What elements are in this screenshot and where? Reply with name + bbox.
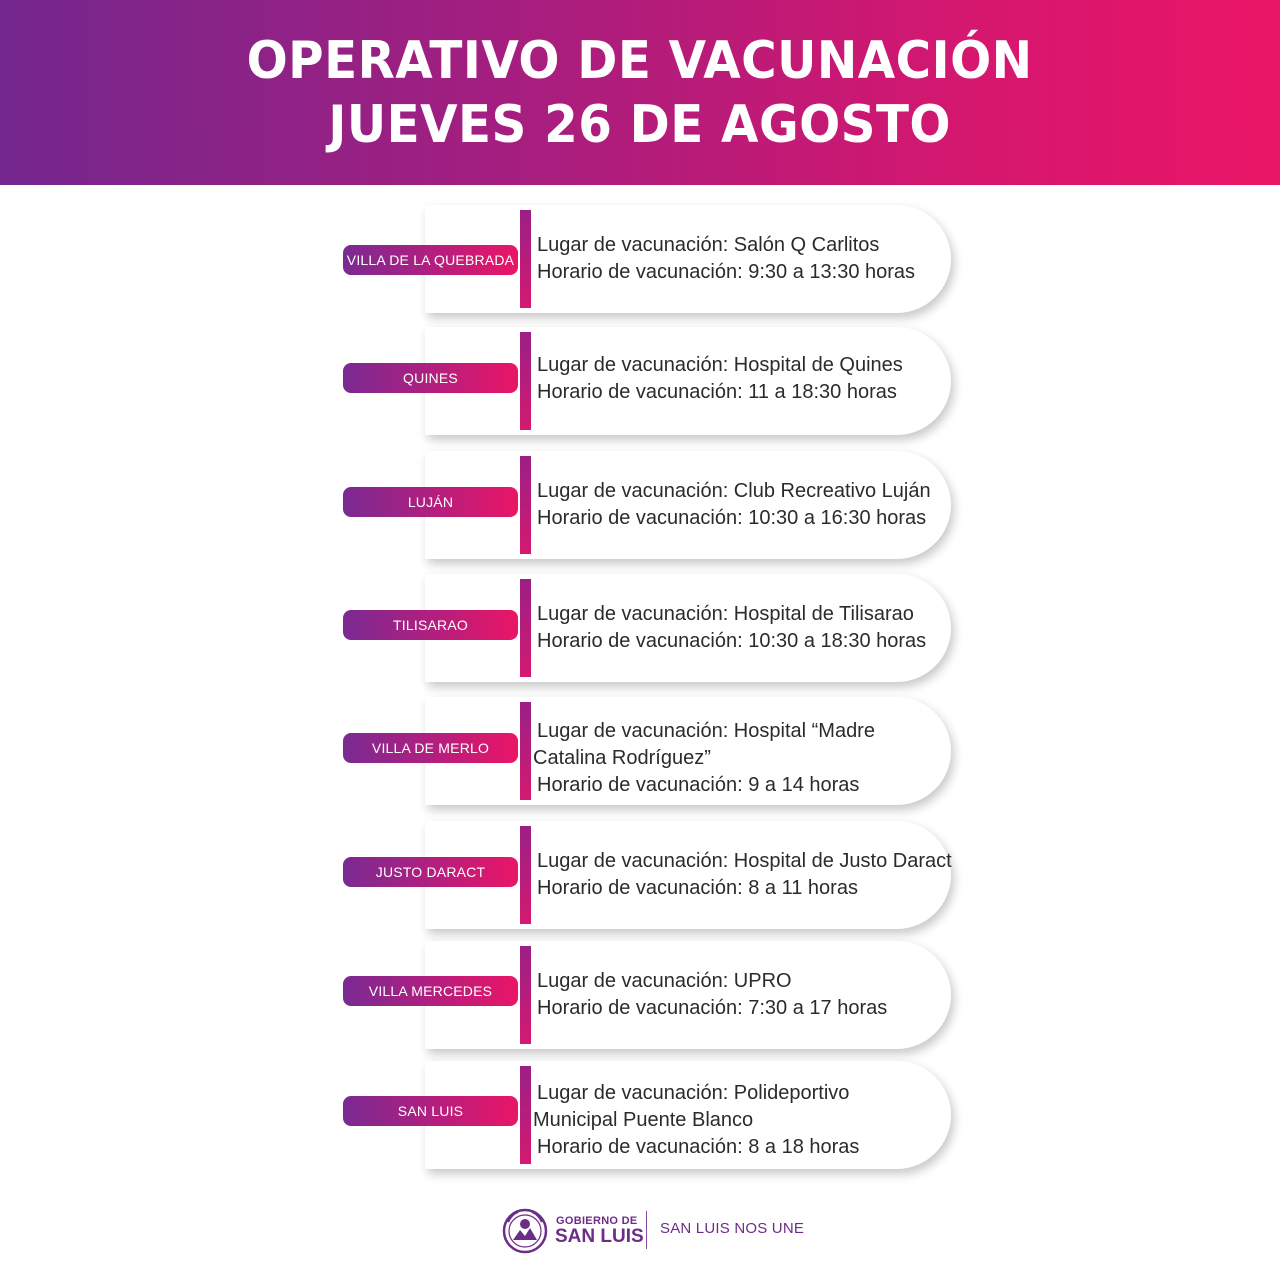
horario-text: Horario de vacunación: 10:30 a 16:30 horas (537, 507, 927, 529)
page-title-line-1: OPERATIVO DE VACUNACIÓN (246, 30, 1034, 91)
slogan-text: SAN LUIS NOS UNE (660, 1220, 805, 1237)
location-row (0, 451, 1280, 559)
location-row (0, 821, 1280, 929)
horario-text: Horario de vacunación: 7:30 a 17 horas (537, 997, 888, 1019)
location-info (533, 1080, 933, 1161)
location-name-badge: JUSTO DARACT (343, 857, 518, 887)
location-info (537, 601, 937, 655)
san-luis-label: SAN LUIS (555, 1226, 644, 1247)
card-accent-bar (520, 579, 531, 677)
footer-divider (646, 1211, 647, 1249)
location-info (537, 478, 937, 532)
provincial-seal-icon (502, 1208, 548, 1254)
footer (0, 1205, 1280, 1255)
location-name-badge: VILLA MERCEDES (343, 976, 518, 1006)
location-row (0, 941, 1280, 1049)
horario-text: Horario de vacunación: 8 a 11 horas (537, 877, 858, 899)
location-info (537, 848, 952, 902)
location-name-badge: TILISARAO (343, 610, 518, 640)
horario-text: Horario de vacunación: 9:30 a 13:30 horas (537, 261, 916, 283)
location-name-badge: LUJÁN (343, 487, 518, 517)
location-info (533, 718, 933, 799)
card-accent-bar (520, 210, 531, 308)
location-name-badge: VILLA DE MERLO (343, 733, 518, 763)
horario-text: Horario de vacunación: 10:30 a 18:30 horas (537, 630, 927, 652)
gobierno-label: GOBIERNO DE (556, 1215, 638, 1227)
location-row (0, 327, 1280, 435)
page-title-line-2: JUEVES 26 DE AGOSTO (328, 94, 952, 155)
location-row (0, 697, 1280, 805)
lugar-text: Lugar de vacunación: Club Recreativo Luján (537, 480, 931, 502)
lugar-text: Lugar de vacunación: UPRO (537, 970, 792, 992)
horario-text: Horario de vacunación: 9 a 14 horas (537, 774, 860, 796)
card-accent-bar (520, 1066, 531, 1164)
location-info (537, 968, 937, 1022)
location-info (537, 232, 937, 286)
location-name-badge: SAN LUIS (343, 1096, 518, 1126)
card-accent-bar (520, 702, 531, 800)
card-accent-bar (520, 332, 531, 430)
horario-text: Horario de vacunación: 8 a 18 horas (537, 1136, 860, 1158)
card-accent-bar (520, 946, 531, 1044)
location-row (0, 205, 1280, 313)
location-name-badge: QUINES (343, 363, 518, 393)
lugar-text: Lugar de vacunación: Salón Q Carlitos (537, 234, 880, 256)
lugar-text: Lugar de vacunación: Hospital “Madre Catalina Rodríguez” (533, 720, 875, 769)
location-row (0, 574, 1280, 682)
card-accent-bar (520, 456, 531, 554)
lugar-text: Lugar de vacunación: Hospital de Tilisarao (537, 603, 914, 625)
location-row (0, 1061, 1280, 1169)
horario-text: Horario de vacunación: 11 a 18:30 horas (537, 381, 897, 403)
location-name-badge: VILLA DE LA QUEBRADA (343, 245, 518, 275)
lugar-text: Lugar de vacunación: Hospital de Justo Daract (537, 850, 952, 872)
lugar-text: Lugar de vacunación: Polideportivo Municipal Puente Blanco (533, 1082, 850, 1131)
card-accent-bar (520, 826, 531, 924)
location-info (537, 352, 937, 406)
lugar-text: Lugar de vacunación: Hospital de Quines (537, 354, 903, 376)
